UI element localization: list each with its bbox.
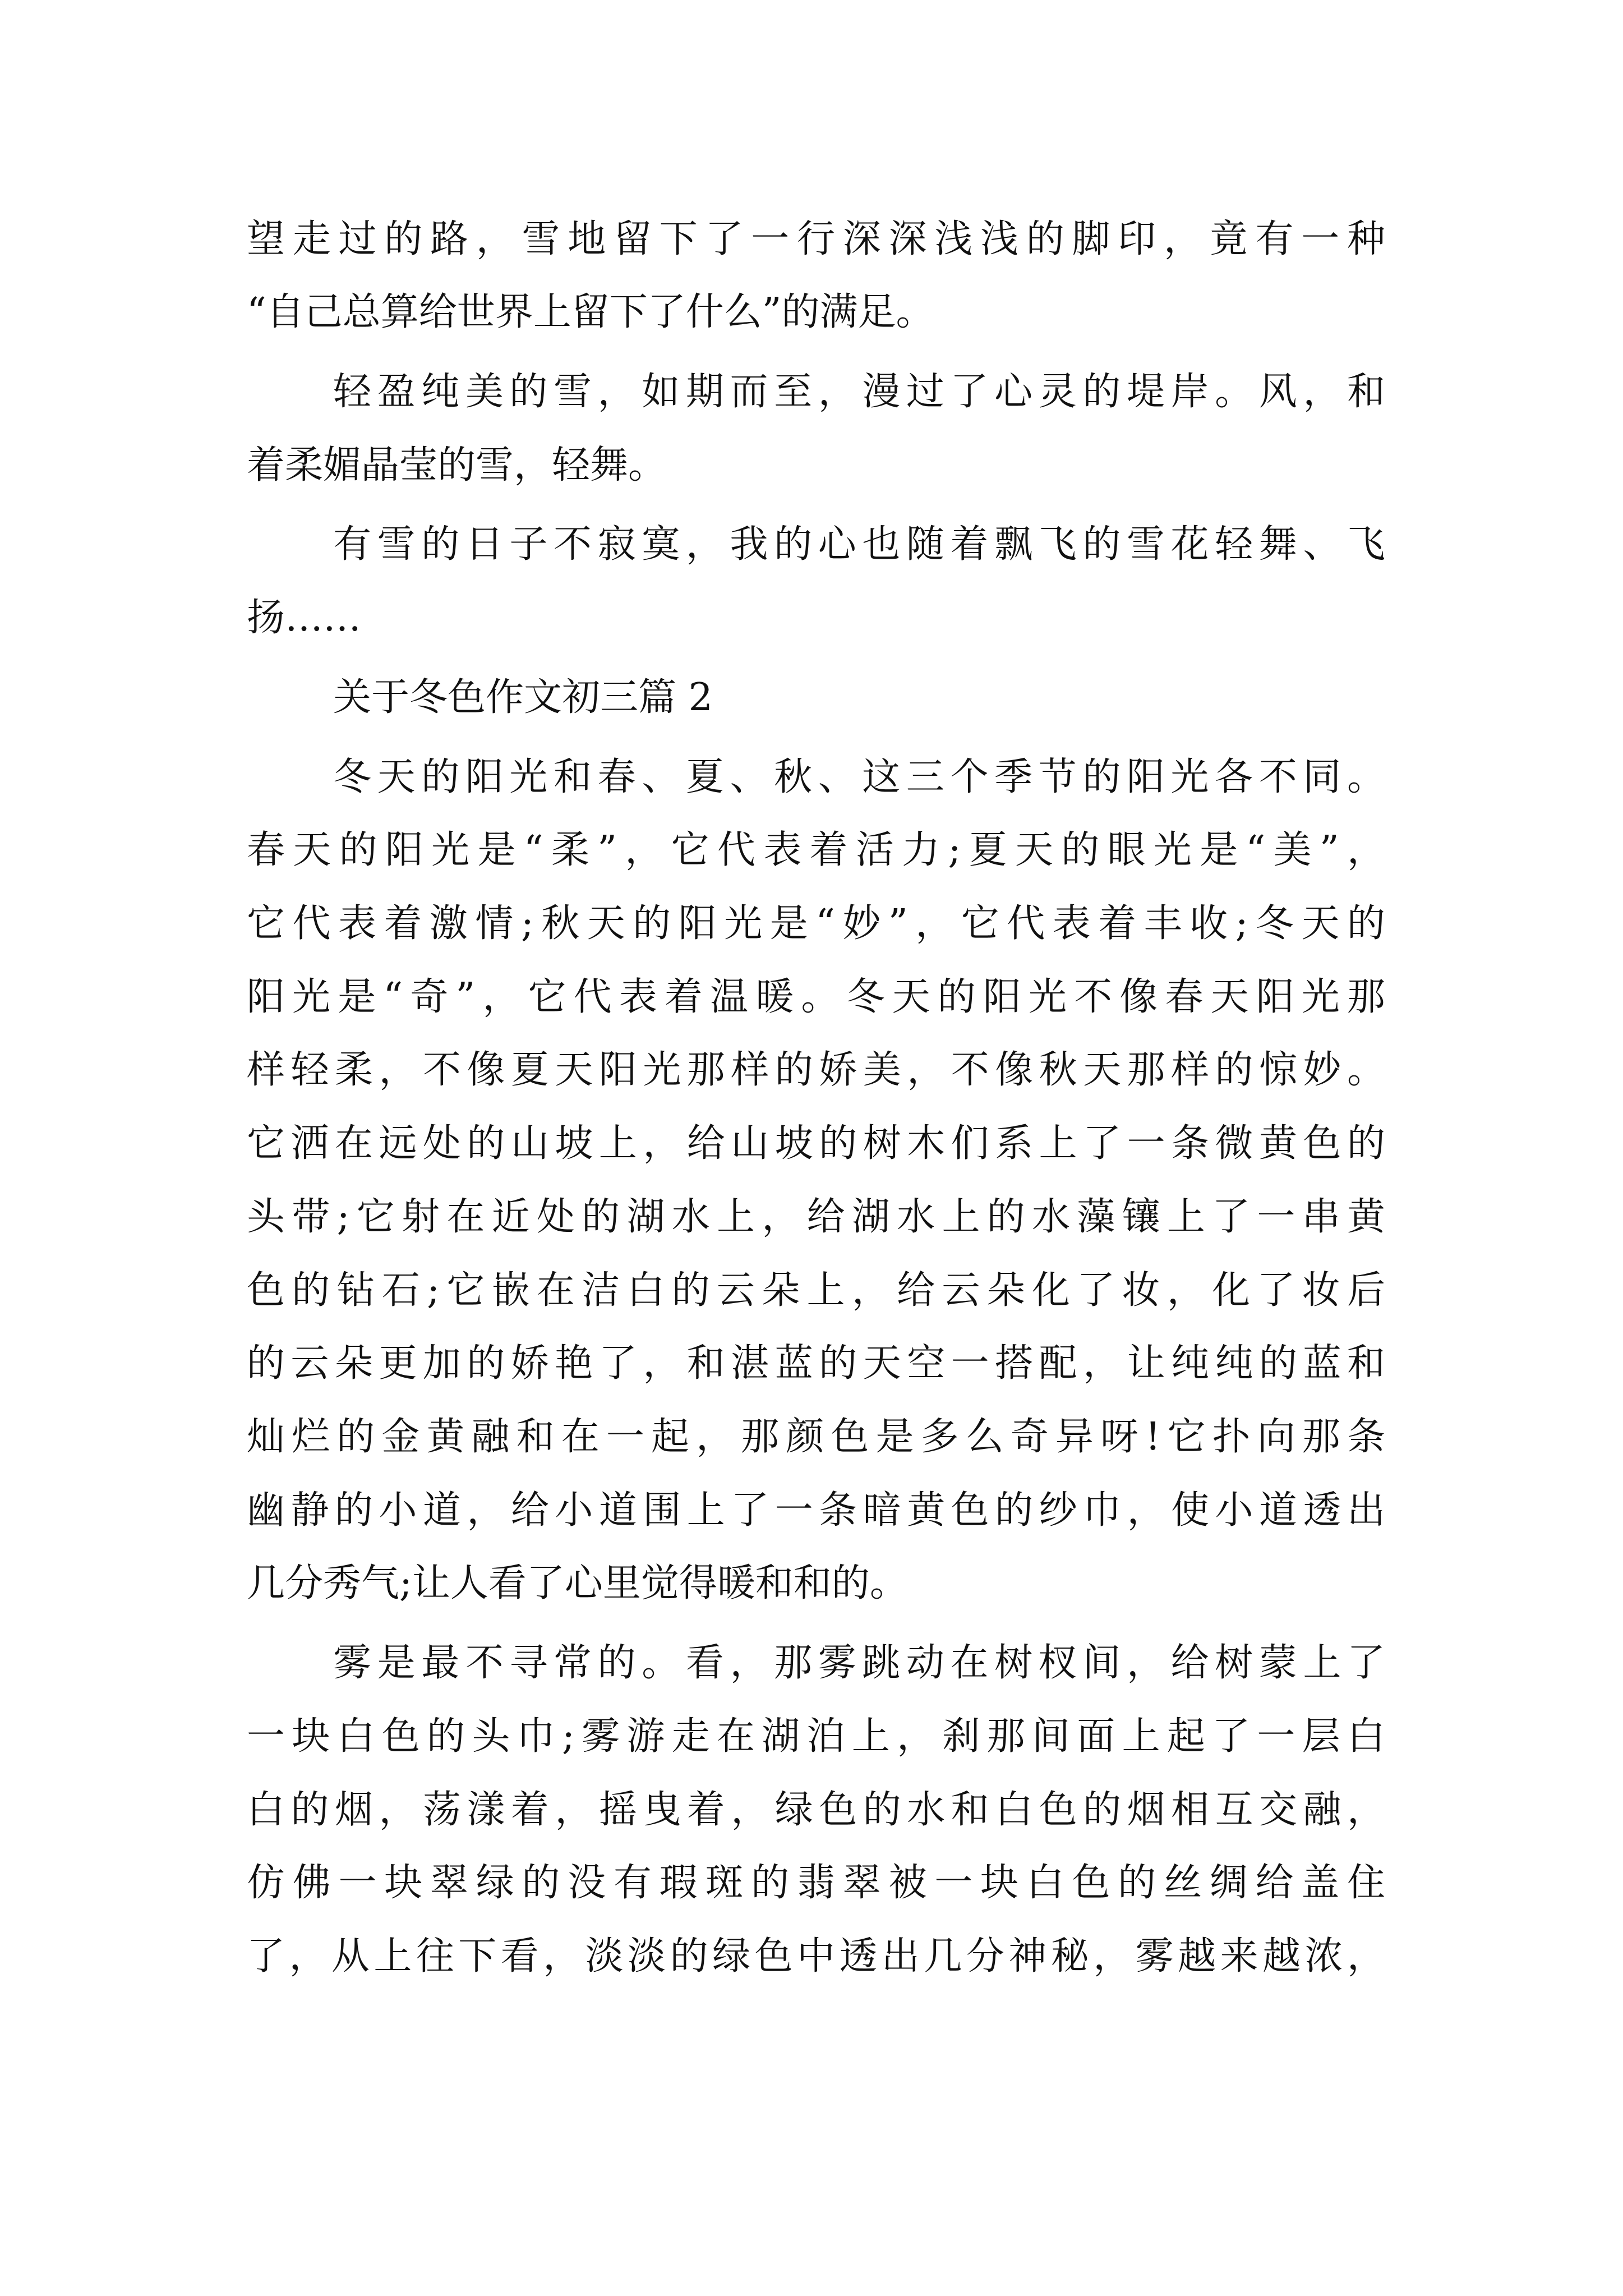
text-line: 冬天的阳光和春、夏、秋、这三个季节的阳光各不同。: [333, 755, 1385, 799]
text-line: 幽静的小道，给小道围上了一条暗黄色的纱巾，使小道透出: [247, 1488, 1385, 1533]
text-line: 灿烂的金黄融和在一起，那颜色是多么奇异呀!它扑向那条: [247, 1415, 1385, 1459]
text-line: 轻盈纯美的雪，如期而至，漫过了心灵的堤岸。风，和: [333, 370, 1385, 414]
text-line: 一块白色的头巾;雾游走在湖泊上，刹那间面上起了一层白: [247, 1714, 1385, 1759]
text-line: 着柔媚晶莹的雪，轻舞。: [247, 443, 667, 487]
text-line: 它洒在远处的山坡上，给山坡的树木们系上了一条微黄色的: [247, 1121, 1385, 1166]
text-line: 色的钻石;它嵌在洁白的云朵上，给云朵化了妆，化了妆后: [247, 1268, 1385, 1313]
text-line: 样轻柔，不像夏天阳光那样的娇美，不像秋天那样的惊妙。: [247, 1048, 1385, 1092]
text-line: 阳光是“奇”，它代表着温暖。冬天的阳光不像春天阳光那: [247, 975, 1385, 1019]
text-line: 雾是最不寻常的。看，那雾跳动在树杈间，给树蒙上了: [333, 1641, 1385, 1685]
text-line: 有雪的日子不寂寞，我的心也随着飘飞的雪花轻舞、飞: [333, 522, 1385, 567]
text-line: 白的烟，荡漾着，摇曳着，绿色的水和白色的烟相互交融，: [247, 1788, 1385, 1832]
text-line: 头带;它射在近处的湖水上，给湖水上的水藻镶上了一串黄: [247, 1195, 1385, 1239]
text-line: 它代表着激情;秋天的阳光是“妙”，它代表着丰收;冬天的: [247, 901, 1385, 946]
text-line: 春天的阳光是“柔”，它代表着活力;夏天的眼光是“美”，: [247, 828, 1385, 872]
text-line: 的云朵更加的娇艳了，和湛蓝的天空一搭配，让纯纯的蓝和: [247, 1341, 1385, 1386]
text-line: 仿佛一块翠绿的没有瑕斑的翡翠被一块白色的丝绸给盖住: [247, 1861, 1385, 1905]
text-line: 了，从上往下看，淡淡的绿色中透出几分神秘，雾越来越浓，: [247, 1934, 1385, 1978]
text-line: 望走过的路，雪地留下了一行深深浅浅的脚印，竟有一种: [247, 217, 1385, 261]
text-line: 几分秀气;让人看了心里觉得暖和和的。: [247, 1561, 908, 1605]
text-line: “自己总算给世界上留下了什么”的满足。: [247, 290, 934, 334]
text-line: 扬……: [247, 596, 362, 640]
section-heading: 关于冬色作文初三篇 2: [333, 675, 713, 720]
